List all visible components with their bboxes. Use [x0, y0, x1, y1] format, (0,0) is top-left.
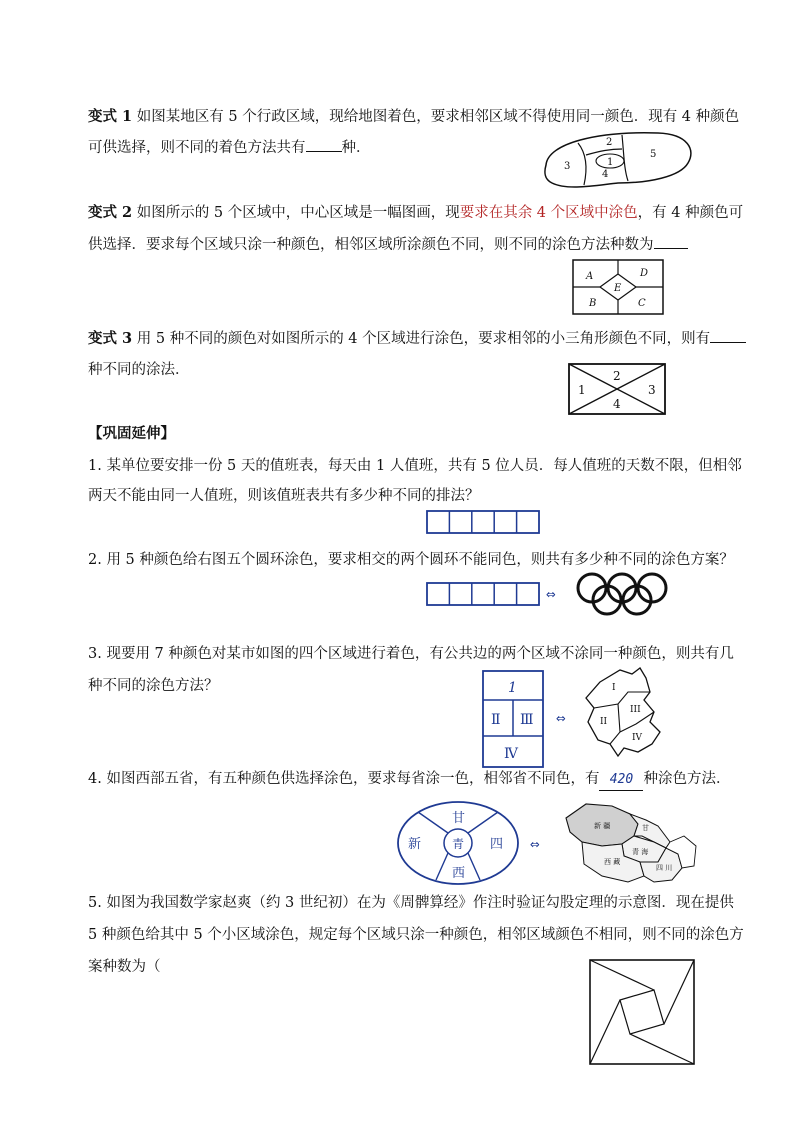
question1-line2: 两天不能由同一人值班，则该值班表共有多少种不同的排法？	[88, 488, 480, 504]
equivalence-arrow: ⇔	[530, 834, 540, 853]
question5-line3: 案种数为（	[88, 959, 161, 975]
variant1-line1	[88, 107, 739, 127]
variant1-label: 变式 1	[88, 108, 133, 125]
duty-schedule-boxes	[426, 510, 540, 534]
map-label: 4	[602, 169, 609, 180]
variant3-figure	[568, 363, 666, 415]
sketch-label: Ⅳ	[504, 746, 518, 762]
equivalence-arrow: ⇔	[556, 708, 566, 727]
question5-line2: 5 种颜色给其中 5 个小区域涂色，规定每个区域只涂一种颜色，相邻区域颜色不相同，则不同的涂色方	[88, 927, 744, 943]
map-label: IV	[632, 733, 643, 743]
city-region-sketch	[482, 670, 544, 768]
question3-line2: 种不同的涂色方法？	[88, 678, 219, 694]
question2-line1: 2. 用 5 种颜色给右图五个圆环涂色，要求相交的两个圆环不能同色，则共有多少种不同的涂色方案？	[88, 552, 734, 568]
variant1-line2	[88, 137, 371, 158]
ring-color-boxes	[426, 582, 540, 606]
answer-blank	[710, 328, 746, 343]
ellipse-label: 青	[452, 837, 465, 851]
sketch-label: 1	[508, 680, 517, 696]
variant1-region-map	[538, 125, 698, 195]
variant2-highlight: 要求在其余 4 个区域中涂色	[459, 205, 638, 221]
answer-blank	[306, 137, 342, 152]
variant2-text1a: 如图所示的 5 个区域中，中心区域是一幅图画，现	[136, 205, 460, 221]
zhao-shuang-figure	[588, 958, 696, 1066]
question5-line1: 5. 如图为我国数学家赵爽（约 3 世纪初）在为《周髀算经》作注时验证勾股定理的示意图．现在提供	[88, 895, 734, 911]
variant2-text2: 供选择．要求每个区域只涂一种颜色，相邻区域所涂颜色不同，则不同的涂色方法种数为	[88, 237, 654, 253]
region-label: B	[589, 298, 597, 309]
triangle-label: 3	[648, 383, 656, 397]
region-label: A	[586, 271, 594, 282]
variant2-text1c: ，有 4 种颜色可	[637, 205, 744, 221]
map-label: 2	[606, 137, 613, 148]
question3-line1: 3. 现要用 7 种颜色对某市如图的四个区域进行着色，有公共边的两个区域不涂同一种颜色，则共有几	[88, 646, 734, 662]
ellipse-label: 四	[490, 837, 504, 852]
variant1-text1: 如图某地区有 5 个行政区域，现给地图着色，要求相邻区域不得使用同一颜色．现有 4 种颜色	[136, 109, 740, 125]
western-provinces-map	[562, 796, 702, 892]
variant2-label: 变式 2	[88, 204, 133, 221]
province-ellipse-sketch	[396, 800, 520, 886]
city-map-figure	[580, 660, 680, 760]
answer-blank	[654, 234, 688, 249]
variant3-text2: 种不同的涂法．	[88, 362, 190, 378]
variant2-line2	[88, 234, 688, 255]
map-label: 3	[564, 161, 571, 172]
triangle-label: 1	[578, 383, 586, 397]
five-rings-figure	[574, 570, 670, 616]
variant3-line1	[88, 328, 746, 349]
variant3-text1: 用 5 种不同的颜色对如图所示的 4 个区域进行涂色，要求相邻的小三角形颜色不同，则有	[136, 331, 711, 347]
question4-text-b: 种涂色方法．	[643, 771, 731, 787]
variant1-text2b: 种．	[341, 140, 371, 156]
province-label: 甘	[642, 824, 649, 832]
map-label: 5	[650, 149, 657, 160]
sketch-label: Ⅱ	[491, 712, 501, 728]
question4-text-a: 4. 如图西部五省，有五种颜色供选择涂色，要求每省涂一色，相邻省不同色，有	[88, 771, 600, 787]
sketch-label: Ⅲ	[520, 712, 534, 728]
province-label: 青 海	[632, 848, 649, 856]
map-label: II	[600, 717, 608, 727]
question1-line1: 1. 某单位要安排一份 5 天的值班表，每天由 1 人值班，共有 5 位人员．每人值班的天数不限，但相邻	[88, 458, 742, 474]
variant3-line2	[88, 360, 190, 380]
variant2-figure	[572, 259, 664, 315]
equivalence-arrow: ⇔	[546, 584, 556, 603]
variant2-line1	[88, 203, 743, 223]
region-label: E	[614, 283, 622, 294]
triangle-label: 4	[613, 397, 621, 411]
ellipse-label: 新	[408, 837, 422, 852]
variant1-text2a: 可供选择，则不同的着色方法共有	[88, 140, 306, 156]
region-label: D	[640, 268, 649, 279]
question4-line1	[88, 769, 730, 791]
map-label: 1	[607, 157, 614, 168]
map-label: III	[630, 705, 641, 715]
ellipse-label: 西	[452, 866, 466, 881]
handwritten-answer: 420	[599, 770, 643, 791]
variant3-label: 变式 3	[88, 330, 133, 347]
province-label: 四 川	[656, 864, 673, 872]
ellipse-label: 甘	[452, 811, 466, 826]
province-label: 新 疆	[594, 822, 611, 830]
map-label: I	[612, 683, 616, 693]
triangle-label: 2	[613, 369, 621, 383]
section-title: 【巩固延伸】	[88, 425, 175, 442]
province-label: 西 藏	[604, 858, 621, 866]
region-label: C	[638, 298, 646, 309]
